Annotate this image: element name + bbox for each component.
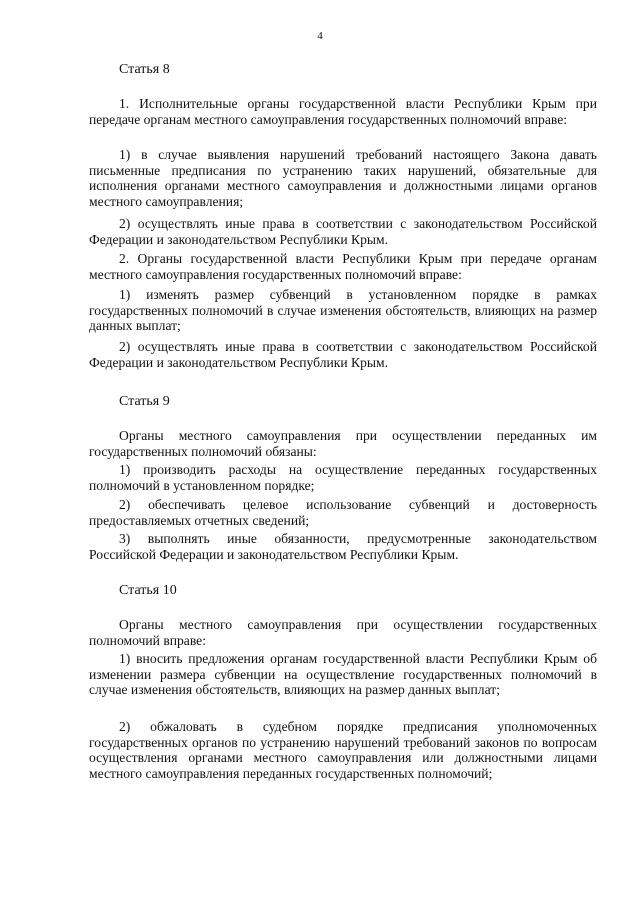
article-8-paragraph: 2. Органы государственной власти Республики Крым при передаче органам местного самоуправления государственных полномочий вправе: <box>89 251 597 282</box>
article-10-paragraph: Органы местного самоуправления при осуществлении государственных полномочий вправе: <box>89 617 597 648</box>
article-10-paragraph: 1) вносить предложения органам государственной власти Республики Крым об изменении размера субвенции на осуществление государственных полномочий в случае изменения обстоятельств, влияющих на размер данных выплат; <box>89 651 597 698</box>
article-10-title: Статья 10 <box>119 583 177 598</box>
page-number: 4 <box>317 30 323 42</box>
article-9-paragraph: Органы местного самоуправления при осуществлении переданных им государственных полномочий обязаны: <box>89 428 597 459</box>
article-8-paragraph: 1. Исполнительные органы государственной власти Республики Крым при передаче органам местного самоуправления государственных полномочий вправе: <box>89 96 597 127</box>
article-8-paragraph: 2) осуществлять иные права в соответствии с законодательством Российской Федерации и законодательством Республики Крым. <box>89 216 597 247</box>
article-9-paragraph: 1) производить расходы на осуществление переданных государственных полномочий в установленном порядке; <box>89 462 597 493</box>
article-10-paragraph: 2) обжаловать в судебном порядке предписания уполномоченных государственных органов по устранению нарушений требований законов по вопросам осуществления органами местного самоуправления или должностными лицами местного самоуправления переданных государственных полномочий; <box>89 719 597 781</box>
article-8-paragraph: 2) осуществлять иные права в соответствии с законодательством Российской Федерации и законодательством Республики Крым. <box>89 339 597 370</box>
article-8-title: Статья 8 <box>119 62 170 77</box>
article-9-title: Статья 9 <box>119 394 170 409</box>
article-9-paragraph: 3) выполнять иные обязанности, предусмотренные законодательством Российской Федерации и законодательством Республики Крым. <box>89 531 597 562</box>
article-8-paragraph: 1) изменять размер субвенций в установленном порядке в рамках государственных полномочий в случае изменения обстоятельств, влияющих на размер данных выплат; <box>89 287 597 334</box>
article-9-paragraph: 2) обеспечивать целевое использование субвенций и достоверность предоставляемых отчетных сведений; <box>89 497 597 528</box>
article-8-paragraph: 1) в случае выявления нарушений требований настоящего Закона давать письменные предписания по устранению таких нарушений, обязательные для исполнения органами местного самоуправления и должностными лицами органов местного самоуправления; <box>89 147 597 209</box>
